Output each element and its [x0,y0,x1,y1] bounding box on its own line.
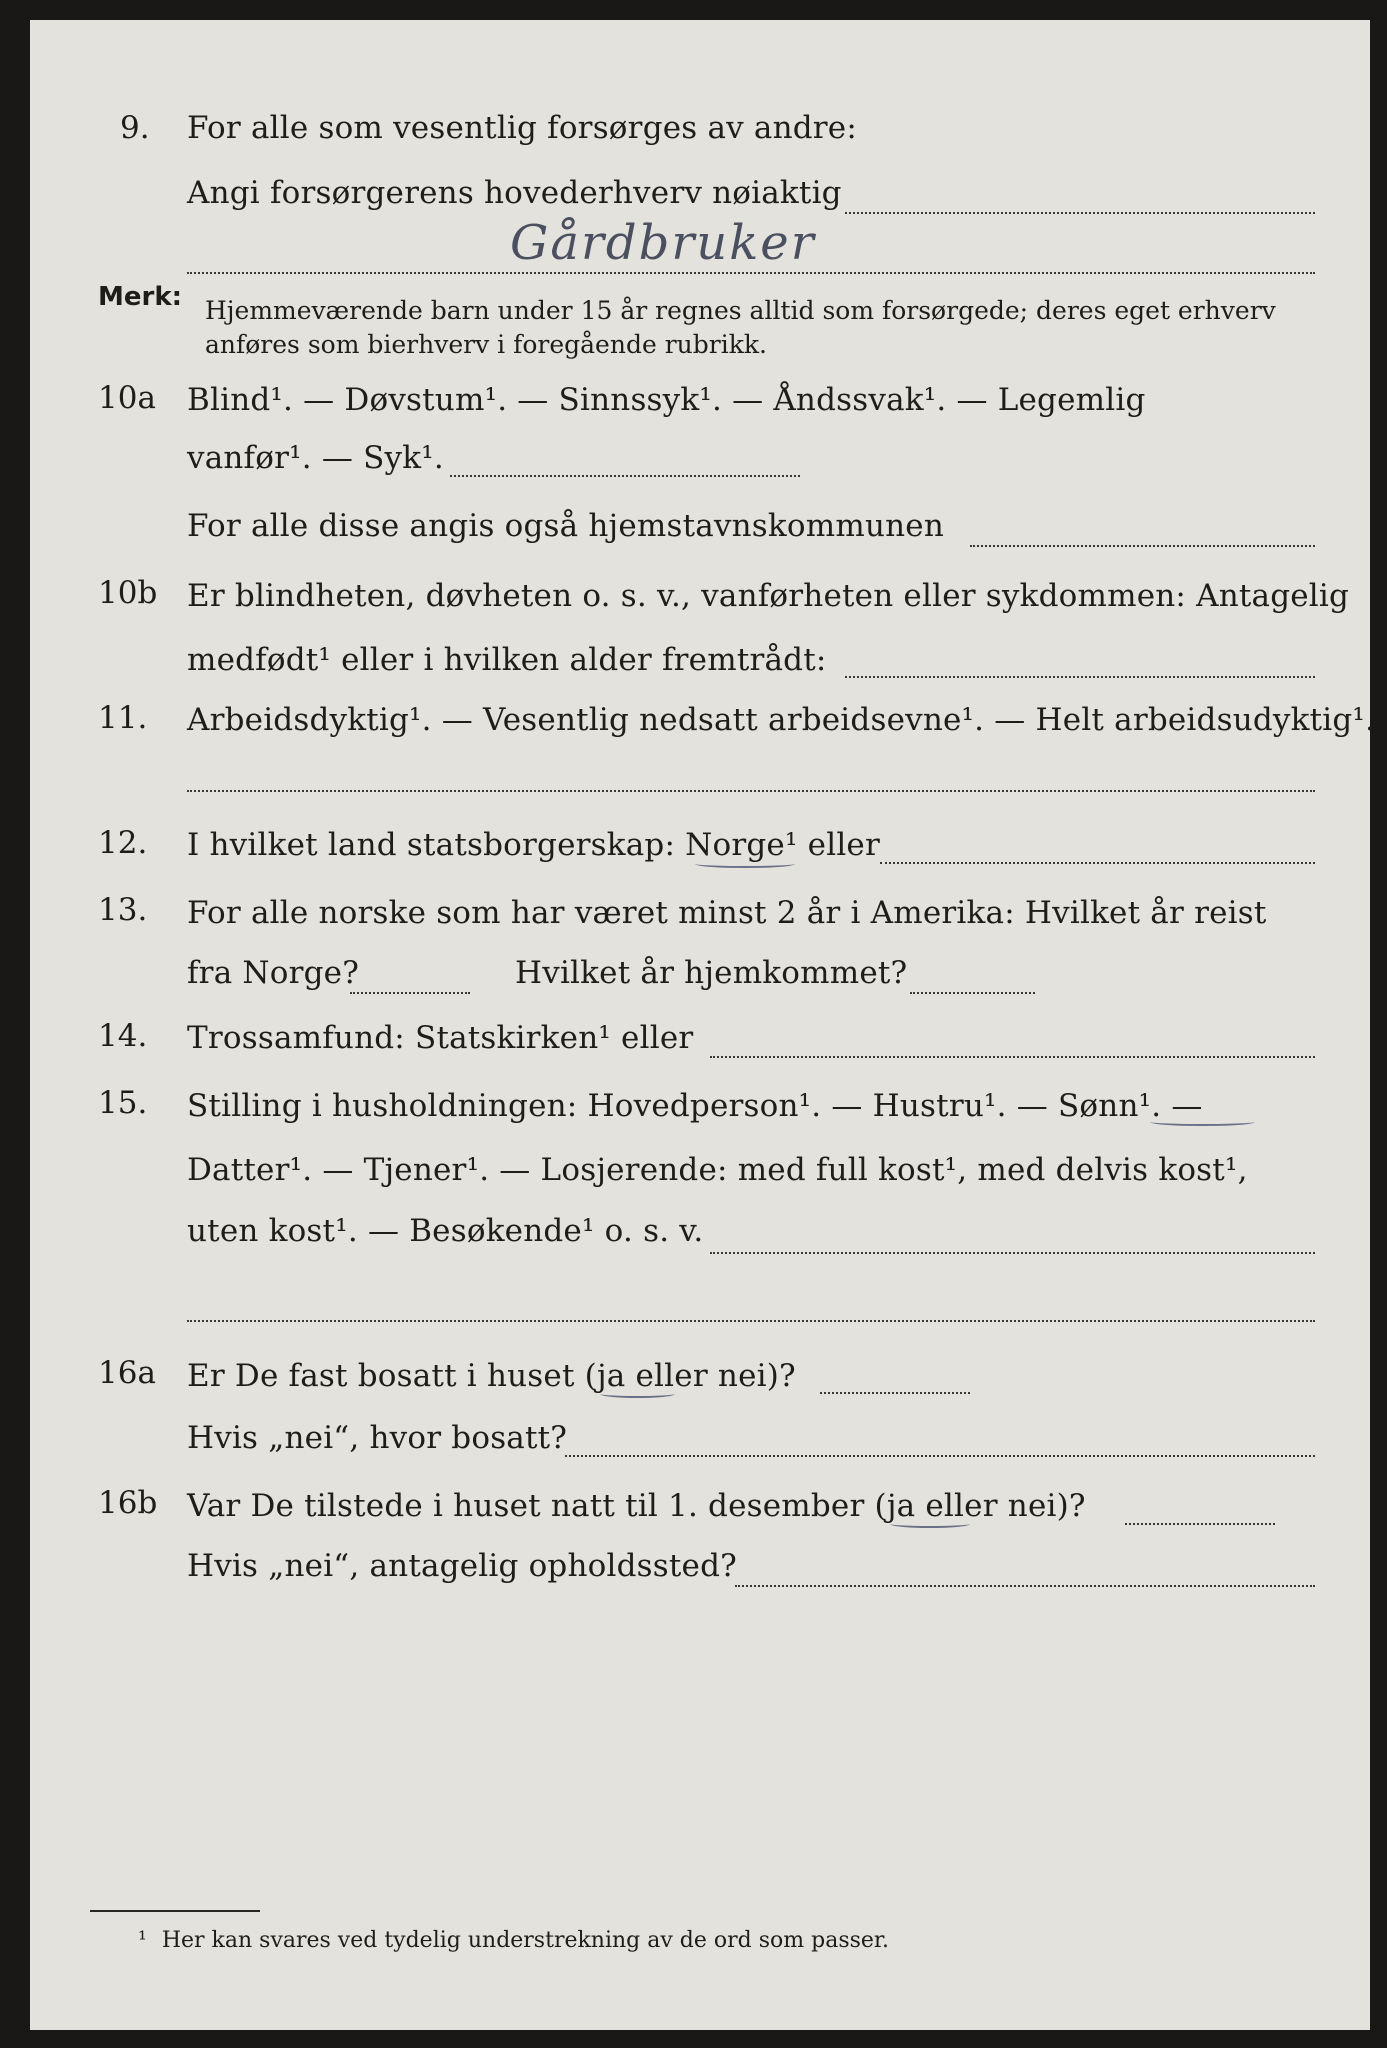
handwritten-underline-norge [695,860,795,868]
question-16b-line-1: Var De tilstede i huset natt til 1. desember (ja eller nei)? [187,1488,1086,1524]
question-15-line-1: Stilling i husholdningen: Hovedperson¹. — Hustru¹. — Sønn¹. — [187,1088,1203,1124]
footnote-text: Her kan svares ved tydelig understrekning av de ord som passer. [161,1928,890,1953]
answer-line [350,992,470,994]
answer-line [910,992,1035,994]
question-13-line-1: For alle norske som har været minst 2 år i Amerika: Hvilket år reist [187,895,1267,931]
question-13-number: 13. [98,892,148,928]
question-16a-line-2: Hvis „nei“, hvor bosatt? [187,1420,568,1456]
question-12-line-1: I hvilket land statsborgerskap: Norge¹ eller [187,827,880,863]
question-11-number: 11. [98,700,148,736]
footnote-rule [90,1910,260,1912]
footnote [138,1928,889,1953]
question-16a-line-1: Er De fast bosatt i huset (ja eller nei)? [187,1358,796,1394]
question-14-number: 14. [98,1018,148,1054]
question-15-line-2: Datter¹. — Tjener¹. — Losjerende: med full kost¹, med delvis kost¹, [187,1152,1248,1188]
question-13-line-2b: Hvilket år hjemkommet? [515,955,908,991]
answer-line [187,1320,1315,1322]
handwritten-answer-9: Gårdbruker [510,215,816,271]
answer-line [187,272,1315,274]
answer-line [710,1056,1315,1058]
question-10b-line-1: Er blindheten, døvheten o. s. v., vanførheten eller sykdommen: Antagelig [187,578,1350,614]
question-15-line-3: uten kost¹. — Besøkende¹ o. s. v. [187,1213,704,1249]
handwritten-underline-sonn [1150,1118,1255,1126]
question-16a-number: 16a [98,1355,156,1391]
note-line-2: anføres som bierhverv i foregående rubrikk. [205,330,767,359]
question-10b-number: 10b [98,575,158,611]
answer-line [820,1392,970,1394]
question-10a-line-3: For alle disse angis også hjemstavnskommunen [187,508,944,544]
answer-line [970,545,1315,547]
question-10a-line-1: Blind¹. — Døvstum¹. — Sinnssyk¹. — Åndssvak¹. — Legemlig [187,382,1146,418]
handwritten-underline-ja [600,1390,675,1398]
note-label: Merk: [98,282,183,312]
question-12-number: 12. [98,825,148,861]
answer-line [187,790,1315,792]
handwritten-underline-ja-16b [890,1520,970,1528]
answer-line [710,1252,1315,1254]
answer-line [735,1585,1315,1587]
answer-line [1125,1523,1275,1525]
question-10a-number: 10a [98,380,156,416]
question-10b-line-2: medfødt¹ eller i hvilken alder fremtrådt: [187,642,827,678]
answer-line [565,1455,1315,1457]
question-13-line-2a: fra Norge? [187,955,360,991]
question-11-line-1: Arbeidsdyktig¹. — Vesentlig nedsatt arbeidsevne¹. — Helt arbeidsudyktig¹. [187,702,1376,738]
question-9-line-1: For alle som vesentlig forsørges av andre: [187,110,857,146]
question-16b-line-2: Hvis „nei“, antagelig opholdssted? [187,1548,737,1584]
answer-line [880,862,1315,864]
footnote-marker: ¹ [138,1928,147,1953]
question-9-line-2: Angi forsørgerens hovederhverv nøiaktig [187,175,842,211]
answer-line [845,676,1315,678]
question-14-line-1: Trossamfund: Statskirken¹ eller [187,1020,694,1056]
answer-line [845,212,1315,214]
question-9-number: 9. [120,110,150,146]
question-16b-number: 16b [98,1485,158,1521]
census-form-page [30,20,1376,2030]
answer-line [450,475,800,477]
note-line-1: Hjemmeværende barn under 15 år regnes alltid som forsørgede; deres eget erhverv [205,296,1276,325]
question-10a-line-2: vanfør¹. — Syk¹. [187,440,444,476]
question-15-number: 15. [98,1085,148,1121]
